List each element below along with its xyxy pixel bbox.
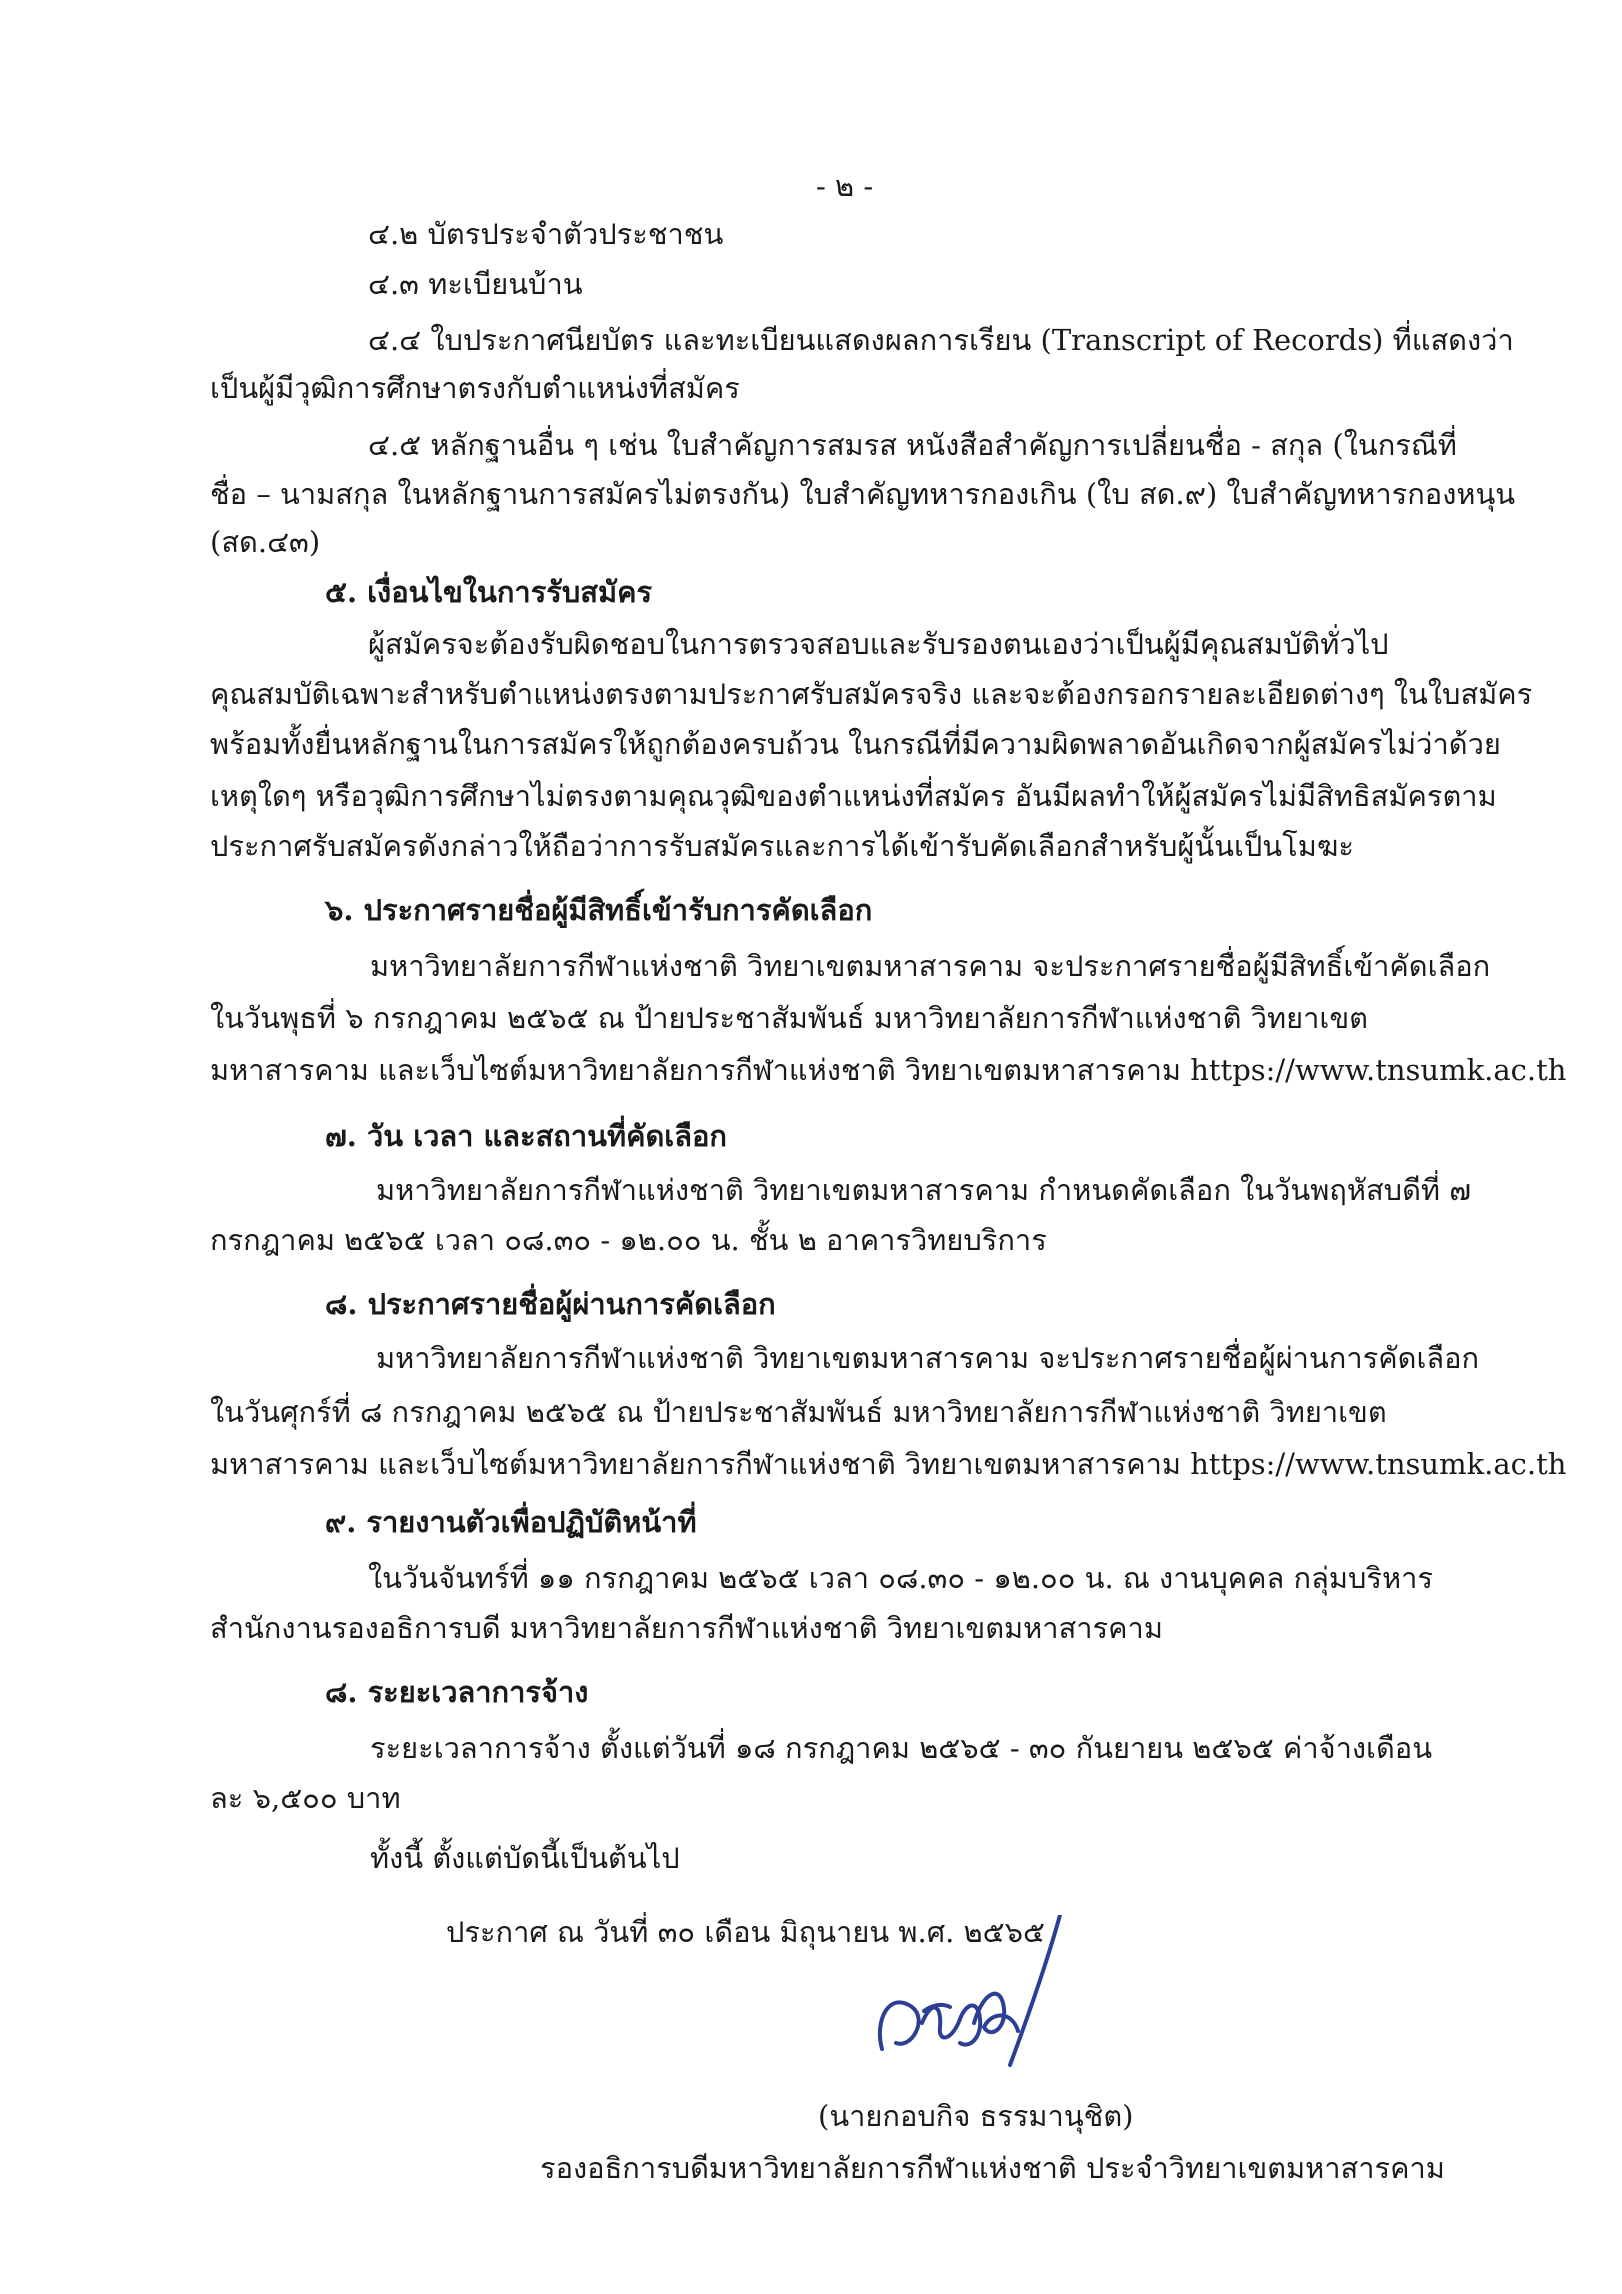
section-5-heading: ๕. เงื่อนไขในการรับสมัคร <box>325 575 653 609</box>
section-5-line-5: ประกาศรับสมัครดังกล่าวให้ถือว่าการรับสมัครและการได้เข้ารับคัดเลือกสำหรับผู้นั้นเป็นโมฆะ <box>210 829 1354 863</box>
signer-name: (นายกอบกิจ ธรรมานุชิต) <box>818 2099 1134 2133</box>
section-8-line-2: ในวันศุกร์ที่ ๘ กรกฎาคม ๒๕๖๕ ณ ป้ายประชาสัมพันธ์ มหาวิทยาลัยการกีฬาแห่งชาติ วิทยาเขต <box>210 1395 1387 1429</box>
section-5-line-4: เหตุใดๆ หรือวุฒิการศึกษาไม่ตรงตามคุณวุฒิของตำแหน่งที่สมัคร อันมีผลทำให้ผู้สมัครไม่มีสิทธิสมัครตาม <box>210 779 1497 813</box>
section-7-line-1: มหาวิทยาลัยการกีฬาแห่งชาติ วิทยาเขตมหาสารคาม กำหนดคัดเลือก ในวันพฤหัสบดีที่ ๗ <box>376 1173 1472 1207</box>
item-4-4: ๔.๔ ใบประกาศนียบัตร และทะเบียนแสดงผลการเรียน (Transcript of Records) ที่แสดงว่า <box>368 323 1514 357</box>
closing-text: ทั้งนี้ ตั้งแต่บัดนี้เป็นต้นไป <box>370 1841 680 1875</box>
signature <box>862 1915 1112 2115</box>
section-6-line-3: มหาสารคาม และเว็บไซต์มหาวิทยาลัยการกีฬาแห่งชาติ วิทยาเขตมหาสารคาม https://www.tnsumk.ac.th <box>210 1053 1567 1087</box>
section-9-line-2: สำนักงานรองอธิการบดี มหาวิทยาลัยการกีฬาแห่งชาติ วิทยาเขตมหาสารคาม <box>210 1611 1163 1645</box>
item-4-5: ๔.๕ หลักฐานอื่น ๆ เช่น ใบสำคัญการสมรส หนังสือสำคัญการเปลี่ยนชื่อ - สกุล (ในกรณีที่ <box>368 428 1457 462</box>
item-4-4-cont: เป็นผู้มีวุฒิการศึกษาตรงกับตำแหน่งที่สมัคร <box>210 371 740 405</box>
signature-stroke-1 <box>1010 1915 1060 2065</box>
section-10-line-1: ระยะเวลาการจ้าง ตั้งแต่วันที่ ๑๘ กรกฎาคม ๒๕๖๕ - ๓๐ กันยายน ๒๕๖๕ ค่าจ้างเดือน <box>370 1731 1433 1765</box>
section-9-heading: ๙. รายงานตัวเพื่อปฏิบัติหน้าที่ <box>325 1505 697 1539</box>
item-4-2: ๔.๒ บัตรประจำตัวประชาชน <box>368 217 724 251</box>
section-9-line-1: ในวันจันทร์ที่ ๑๑ กรกฎาคม ๒๕๖๕ เวลา ๐๘.๓๐ - ๑๒.๐๐ น. ณ งานบุคคล กลุ่มบริหาร <box>368 1561 1433 1595</box>
section-7-line-2: กรกฎาคม ๒๕๖๕ เวลา ๐๘.๓๐ - ๑๒.๐๐ น. ชั้น ๒ อาคารวิทยบริการ <box>210 1223 1047 1257</box>
section-6-heading: ๖. ประกาศรายชื่อผู้มีสิทธิ์เข้ารับการคัดเลือก <box>325 893 873 927</box>
item-4-5-cont-1: ชื่อ – นามสกุล ในหลักฐานการสมัครไม่ตรงกัน) ใบสำคัญทหารกองเกิน (ใบ สด.๙) ใบสำคัญทหารกองหนุน <box>210 477 1516 511</box>
section-6-line-1: มหาวิทยาลัยการกีฬาแห่งชาติ วิทยาเขตมหาสารคาม จะประกาศรายชื่อผู้มีสิทธิ์เข้าคัดเลือก <box>370 949 1491 983</box>
item-4-5-cont-2: (สด.๔๓) <box>210 525 321 559</box>
section-8-line-3: มหาสารคาม และเว็บไซต์มหาวิทยาลัยการกีฬาแห่งชาติ วิทยาเขตมหาสารคาม https://www.tnsumk.ac.th <box>210 1447 1567 1481</box>
section-5-line-3: พร้อมทั้งยื่นหลักฐานในการสมัครให้ถูกต้องครบถ้วน ในกรณีที่มีความผิดพลาดอันเกิดจากผู้สมัครไม่ว่าด้วย <box>210 727 1501 761</box>
signer-title: รองอธิการบดีมหาวิทยาลัยการกีฬาแห่งชาติ ประจำวิทยาเขตมหาสารคาม <box>540 2151 1445 2185</box>
page-number: - ๒ - <box>816 169 874 203</box>
section-5-line-2: คุณสมบัติเฉพาะสำหรับตำแหน่งตรงตามประกาศรับสมัครจริง และจะต้องกรอกรายละเอียดต่างๆ ในใบสมัคร <box>210 677 1533 711</box>
item-4-3: ๔.๓ ทะเบียนบ้าน <box>368 267 583 301</box>
section-8-heading: ๘. ประกาศรายชื่อผู้ผ่านการคัดเลือก <box>325 1287 776 1321</box>
section-7-heading: ๗. วัน เวลา และสถานที่คัดเลือก <box>325 1119 727 1153</box>
section-10-heading: ๘. ระยะเวลาการจ้าง <box>325 1675 589 1709</box>
section-5-line-1: ผู้สมัครจะต้องรับผิดชอบในการตรวจสอบและรับรองตนเองว่าเป็นผู้มีคุณสมบัติทั่วไป <box>368 627 1389 661</box>
date-line: ประกาศ ณ วันที่ ๓๐ เดือน มิถุนายน พ.ศ. ๒๕๖๕ <box>446 1915 1045 1949</box>
section-10-line-2: ละ ๖,๕๐๐ บาท <box>210 1781 401 1815</box>
section-6-line-2: ในวันพุธที่ ๖ กรกฎาคม ๒๕๖๕ ณ ป้ายประชาสัมพันธ์ มหาวิทยาลัยการกีฬาแห่งชาติ วิทยาเขต <box>210 1001 1368 1035</box>
section-8-line-1: มหาวิทยาลัยการกีฬาแห่งชาติ วิทยาเขตมหาสารคาม จะประกาศรายชื่อผู้ผ่านการคัดเลือก <box>376 1341 1480 1375</box>
